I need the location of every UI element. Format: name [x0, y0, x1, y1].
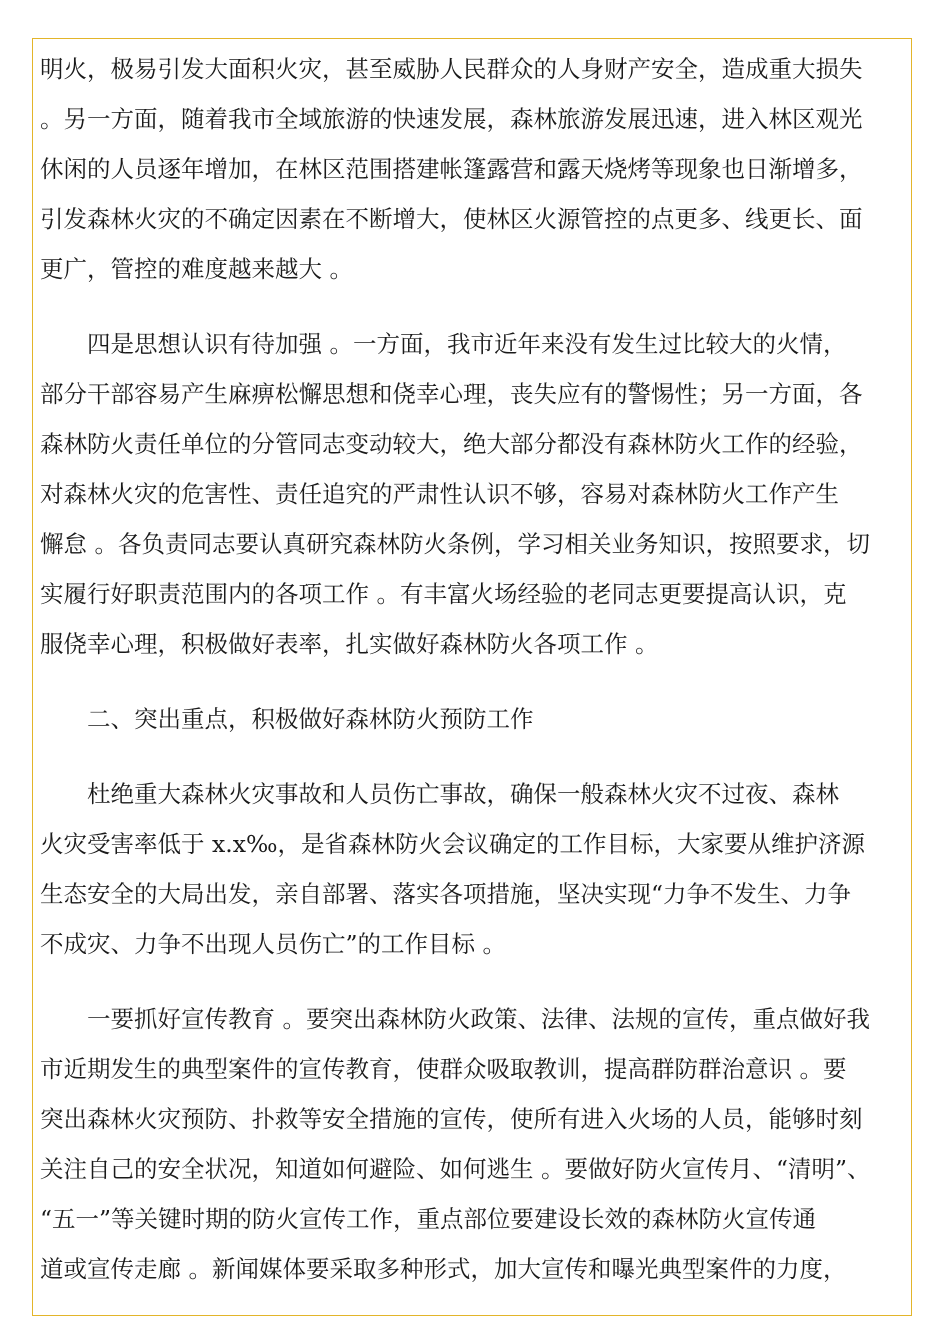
text-line: 明火，极易引发大面积火灾，甚至威胁人民群众的人身财产安全，造成重大损失 [40, 55, 863, 83]
paragraph-3 [40, 769, 906, 969]
text-line: 对森林火灾的危害性、责任追究的严肃性认识不够，容易对森林防火工作产生 [40, 480, 839, 508]
paragraph-4 [40, 994, 906, 1294]
text-line: 一要抓好宣传教育 。要突出森林防火政策、法律、法规的宣传，重点做好我 [87, 1005, 870, 1033]
text-line: 懈怠 。各负责同志要认真研究森林防火条例，学习相关业务知识，按照要求，切 [40, 530, 870, 558]
text-line: 生态安全的大局出发，亲自部署、落实各项措施，坚决实现“力争不发生、力争 [40, 880, 852, 908]
text-line: 火灾受害率低于 x.x‰，是省森林防火会议确定的工作目标，大家要从维护济源 [40, 830, 865, 858]
heading-text: 二、突出重点，积极做好森林防火预防工作 [87, 705, 534, 733]
text-line: “五一”等关键时期的防火宣传工作，重点部位要建设长效的森林防火宣传通 [40, 1205, 817, 1233]
text-line: 市近期发生的典型案件的宣传教育，使群众吸取教训，提高群防群治意识 。要 [40, 1055, 847, 1083]
text-line: 部分干部容易产生麻痹松懈思想和侥幸心理，丧失应有的警惕性；另一方面，各 [40, 380, 863, 408]
text-line: 。另一方面，随着我市全域旅游的快速发展，森林旅游发展迅速，进入林区观光 [40, 105, 863, 133]
text-line: 关注自己的安全状况，知道如何避险、如何逃生 。要做好防火宣传月、“清明”、 [40, 1155, 871, 1183]
text-line: 引发森林火灾的不确定因素在不断增大，使林区火源管控的点更多、线更长、面 [40, 205, 863, 233]
text-line: 休闲的人员逐年增加，在林区范围搭建帐篷露营和露天烧烤等现象也日渐增多， [40, 155, 863, 183]
text-line: 突出森林火灾预防、扑救等安全措施的宣传，使所有进入火场的人员，能够时刻 [40, 1105, 863, 1133]
paragraph-1 [40, 44, 906, 294]
text-line: 杜绝重大森林火灾事故和人员伤亡事故，确保一般森林火灾不过夜、森林 [87, 780, 839, 808]
text-line: 服侥幸心理，积极做好表率，扎实做好森林防火各项工作 。 [40, 630, 659, 658]
text-line: 森林防火责任单位的分管同志变动较大，绝大部分都没有森林防火工作的经验， [40, 430, 863, 458]
text-line: 实履行好职责范围内的各项工作 。有丰富火场经验的老同志更要提高认识，克 [40, 580, 847, 608]
text-line: 四是思想认识有待加强 。一方面，我市近年来没有发生过比较大的火情， [87, 330, 847, 358]
text-line: 更广，管控的难度越来越大 。 [40, 255, 353, 283]
section-heading [40, 694, 906, 744]
text-line: 不成灾、力争不出现人员伤亡”的工作目标 。 [40, 930, 506, 958]
paragraph-2 [40, 319, 906, 669]
document-body [40, 44, 906, 1319]
text-line: 道或宣传走廊 。新闻媒体要采取多种形式，加大宣传和曝光典型案件的力度， [40, 1255, 847, 1283]
